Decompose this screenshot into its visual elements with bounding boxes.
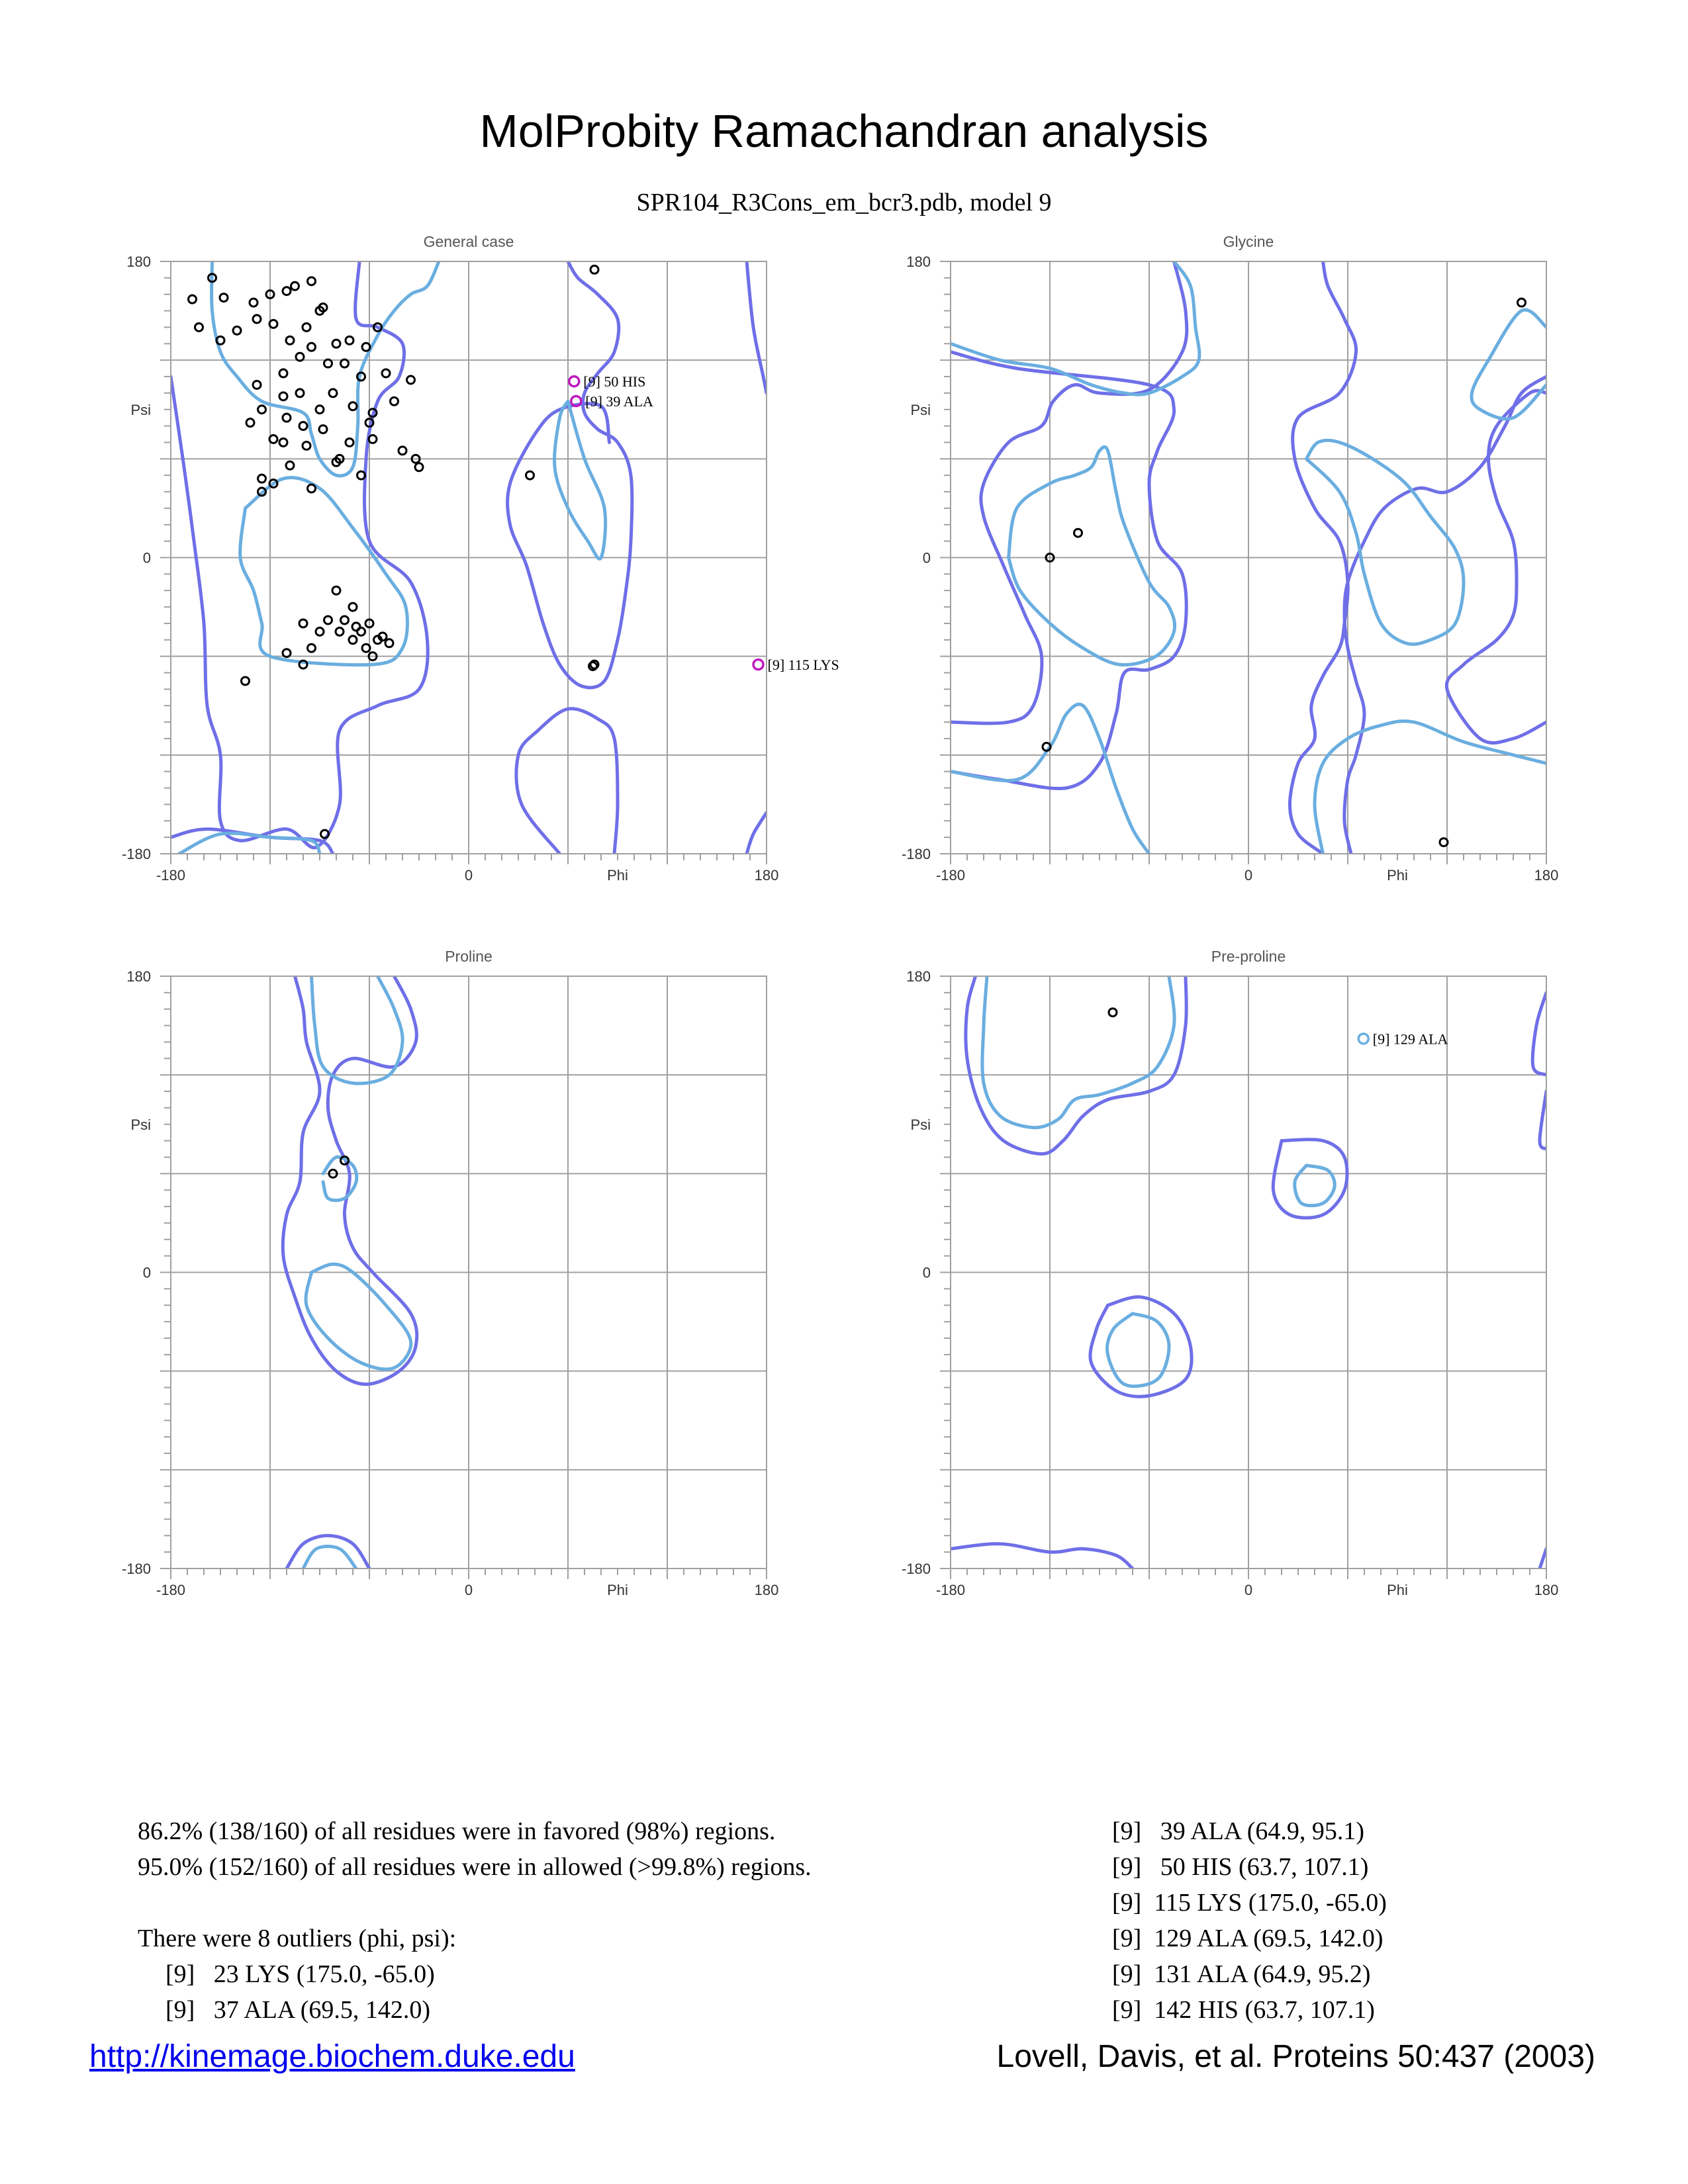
y-tick-label: -180	[121, 846, 151, 862]
y-tick-label: 0	[922, 549, 931, 567]
stats-spacer	[138, 1885, 812, 1921]
data-point	[286, 336, 294, 344]
data-point	[319, 426, 327, 433]
panel-title: Proline	[445, 948, 492, 965]
data-point	[283, 414, 291, 422]
x-tick-label: 0	[1244, 867, 1253, 884]
x-tick-label: Phi	[607, 1582, 628, 1598]
data-point	[341, 616, 349, 624]
y-tick-label: Psi	[130, 401, 151, 418]
favored-contour	[303, 1546, 356, 1569]
y-tick-label: -180	[901, 846, 931, 862]
outlier-entry: [9] 50 HIS (63.7, 107.1)	[1112, 1853, 1369, 1881]
outlier-label: [9] 50 HIS	[583, 373, 646, 390]
panel-title: Pre-proline	[1211, 948, 1286, 965]
outlier-entry: [9] 142 HIS (63.7, 107.1)	[1112, 1996, 1375, 2024]
data-point	[299, 619, 307, 627]
data-point	[316, 627, 324, 635]
data-point	[352, 623, 360, 631]
outlier-entry: [9] 115 LYS (175.0, -65.0)	[1112, 1889, 1387, 1917]
data-point	[391, 397, 399, 405]
allowed-contour	[966, 976, 1186, 1154]
data-point	[1109, 1009, 1117, 1017]
allowed-contour	[1532, 993, 1546, 1075]
favored-contour	[1107, 1314, 1169, 1387]
y-tick-label: Psi	[910, 1116, 931, 1133]
outlier-entry: [9] 39 ALA (64.9, 95.1)	[1112, 1817, 1365, 1845]
outlier-list-right	[1112, 1813, 1387, 2028]
outlier-point	[753, 660, 763, 670]
stats-summary	[138, 1813, 812, 2028]
x-tick-label: -180	[935, 867, 966, 884]
x-tick-label: 0	[464, 1582, 473, 1598]
page-subtitle: SPR104_R3Cons_em_bcr3.pdb, model 9	[636, 189, 1052, 216]
outlier-entry: [9] 129 ALA (69.5, 142.0)	[1112, 1925, 1383, 1952]
outlier-label: [9] 39 ALA	[585, 393, 653, 410]
allowed-contour	[171, 261, 428, 848]
data-point	[220, 294, 228, 302]
data-point	[415, 463, 423, 471]
data-point	[279, 438, 287, 446]
data-point	[242, 677, 250, 685]
y-tick-label: 0	[922, 1264, 931, 1281]
data-point	[1074, 529, 1082, 537]
data-point	[329, 389, 337, 397]
outlier-entry: [9] 37 ALA (69.5, 142.0)	[165, 1996, 431, 2024]
data-point	[336, 627, 344, 635]
data-point	[303, 441, 310, 449]
data-point	[291, 282, 299, 290]
allowed-contour	[1090, 1297, 1192, 1397]
data-point	[233, 326, 241, 334]
y-tick-label: -180	[901, 1561, 931, 1577]
data-point	[399, 447, 406, 455]
allowed-contour	[951, 261, 1187, 723]
favored-contour	[1315, 721, 1546, 854]
favored-stat: 86.2% (138/160) of all residues were in favored (98%) regions.	[138, 1817, 776, 1845]
outlier-entry: [9] 23 LYS (175.0, -65.0)	[165, 1960, 435, 1988]
data-point	[253, 381, 261, 388]
x-tick-label: 180	[1534, 867, 1559, 884]
y-tick-label: 180	[126, 253, 151, 270]
data-point	[308, 644, 316, 652]
data-point	[279, 369, 287, 377]
outlier-point	[569, 377, 579, 387]
data-point	[279, 392, 287, 400]
data-point	[303, 323, 310, 331]
data-point	[590, 265, 598, 273]
x-tick-label: -180	[156, 867, 186, 884]
allowed-contour	[1540, 1091, 1546, 1149]
data-point	[316, 406, 324, 414]
x-tick-label: 0	[1244, 1582, 1253, 1598]
data-point	[253, 315, 261, 323]
x-tick-label: 0	[464, 867, 473, 884]
panel-title: Glycine	[1223, 233, 1274, 250]
data-point	[308, 343, 316, 351]
data-point	[382, 369, 390, 377]
data-point	[349, 402, 357, 410]
data-point	[308, 484, 316, 492]
data-point	[258, 475, 266, 482]
outlier-label: [9] 115 LYS	[767, 657, 839, 674]
x-tick-label: Phi	[1387, 867, 1408, 884]
x-tick-label: 180	[754, 1582, 779, 1598]
allowed-contour	[1540, 1549, 1546, 1569]
x-tick-label: -180	[935, 1582, 966, 1598]
panel-glycine	[902, 233, 1558, 884]
allowed-contour	[287, 1535, 369, 1569]
citation: Lovell, Davis, et al. Proteins 50:437 (2003)	[996, 2039, 1595, 2074]
data-point	[189, 295, 197, 303]
x-tick-label: Phi	[607, 867, 628, 884]
panel-title: General case	[423, 233, 514, 250]
data-point	[283, 287, 291, 295]
data-point	[195, 323, 203, 331]
data-point	[346, 438, 353, 446]
data-point	[332, 586, 340, 594]
x-tick-label: -180	[156, 1582, 186, 1598]
page-title: MolProbity Ramachandran analysis	[479, 105, 1209, 157]
outlier-entry: [9] 131 ALA (64.9, 95.2)	[1112, 1960, 1371, 1988]
data-point	[332, 340, 340, 347]
y-tick-label: Psi	[130, 1116, 151, 1133]
allowed-contour	[747, 261, 767, 393]
data-point	[286, 461, 294, 469]
data-point	[407, 376, 415, 384]
allowed-contour	[747, 813, 767, 854]
allowed-contour	[951, 1544, 1133, 1569]
y-tick-label: 180	[906, 968, 931, 985]
favored-contour	[1307, 440, 1464, 644]
data-point	[258, 406, 266, 414]
data-point	[349, 636, 357, 644]
favored-contour	[323, 1157, 357, 1201]
y-tick-label: 0	[142, 549, 151, 567]
y-tick-label: -180	[121, 1561, 151, 1577]
data-point	[385, 639, 393, 647]
favored-contour	[240, 478, 408, 665]
favored-contour	[555, 401, 606, 559]
data-point	[308, 277, 316, 285]
data-point	[349, 603, 357, 611]
x-tick-label: 180	[1534, 1582, 1559, 1598]
y-tick-label: 180	[126, 968, 151, 985]
favored-contour	[1295, 1165, 1335, 1206]
panel-general-case	[122, 233, 839, 884]
allowed-stat: 95.0% (152/160) of all residues were in allowed (>99.8%) regions.	[138, 1853, 812, 1881]
outlier-label: [9] 129 ALA	[1372, 1030, 1448, 1048]
y-tick-label: Psi	[910, 401, 931, 418]
allowed-contour	[283, 976, 416, 1385]
panel-proline	[122, 948, 778, 1598]
data-point	[346, 336, 353, 344]
panel-pre-proline	[902, 948, 1558, 1598]
data-point	[526, 471, 534, 479]
x-tick-label: Phi	[1387, 1582, 1408, 1598]
favored-contour	[1472, 310, 1546, 419]
x-tick-label: 180	[754, 867, 779, 884]
allowed-contour	[1344, 377, 1546, 854]
favored-contour	[982, 976, 1174, 1128]
data-point	[1518, 298, 1526, 306]
favored-contour	[212, 261, 439, 476]
data-point	[299, 422, 307, 430]
data-point	[246, 419, 254, 427]
data-point	[250, 298, 258, 306]
y-tick-label: 180	[906, 253, 931, 270]
outliers-header: There were 8 outliers (phi, psi):	[138, 1925, 457, 1952]
y-tick-label: 0	[142, 1264, 151, 1281]
outlier-point	[1358, 1034, 1368, 1044]
kinemage-link[interactable]: http://kinemage.biochem.duke.edu	[89, 2039, 575, 2074]
data-point	[324, 616, 332, 624]
data-point	[296, 389, 304, 397]
allowed-contour	[516, 709, 618, 854]
